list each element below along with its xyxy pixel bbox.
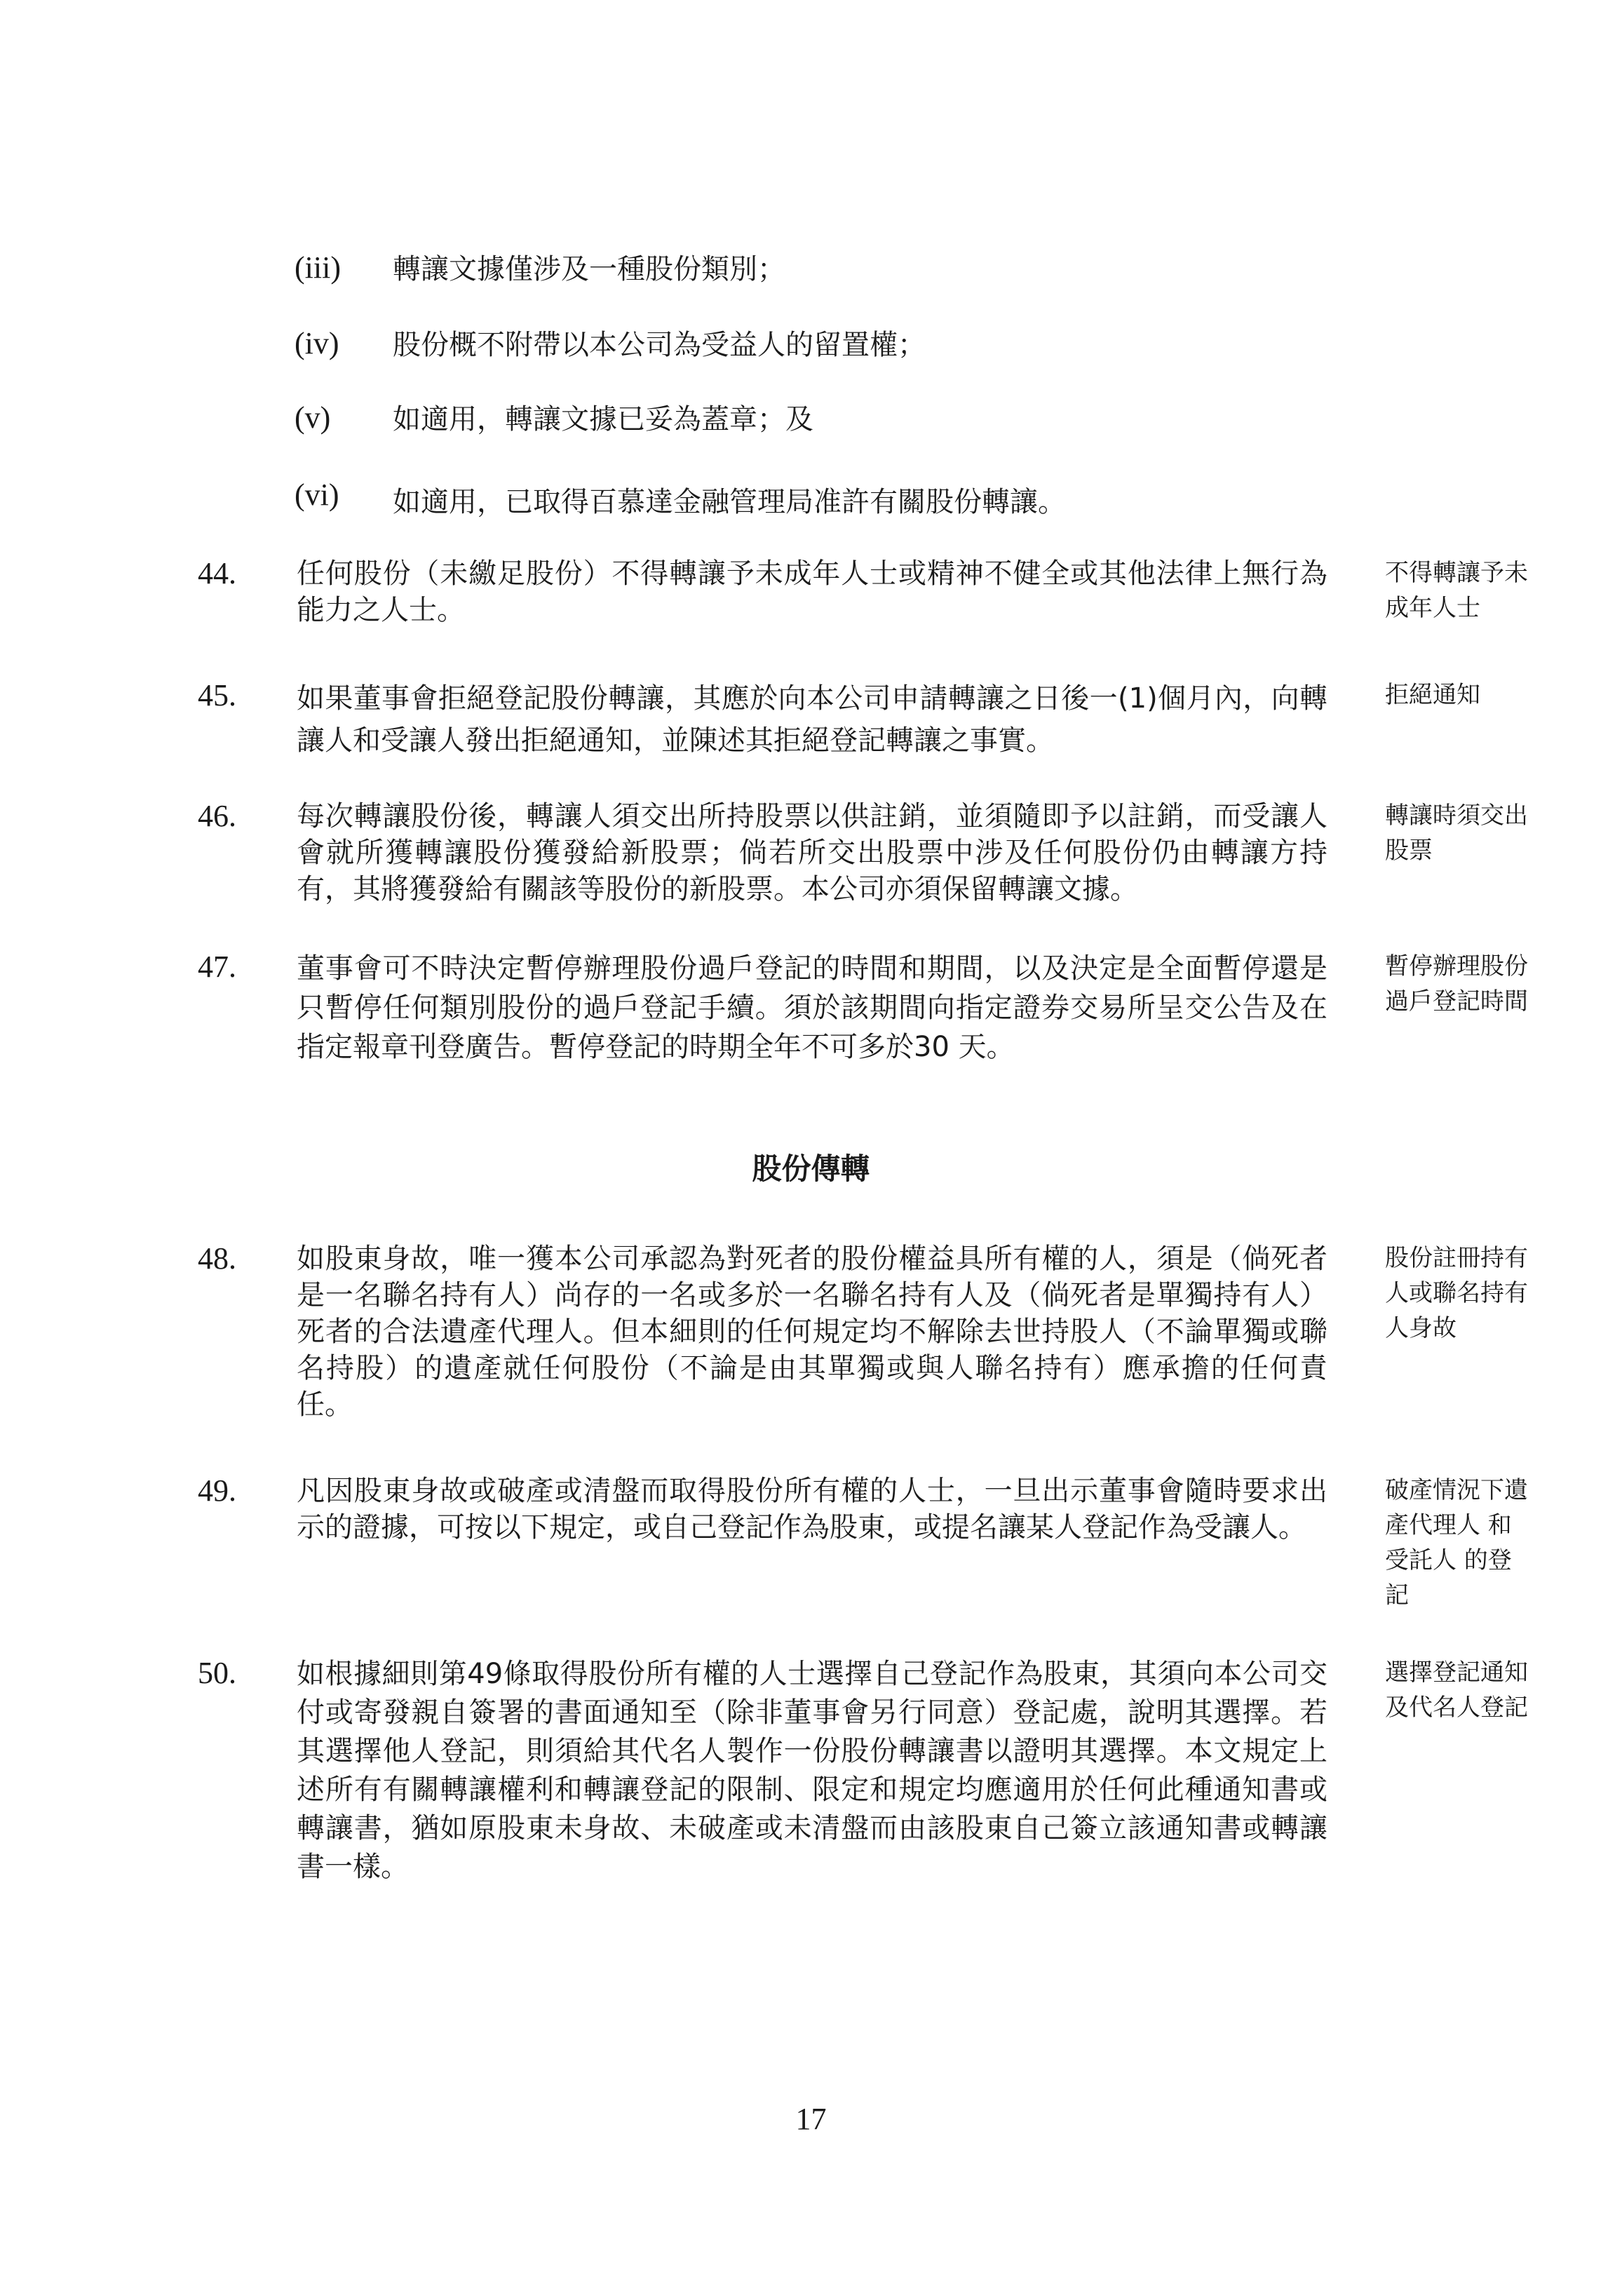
article-side-note: 選擇登記通知及代名人登記 (1385, 1659, 1528, 1722)
article-number: 48. (198, 1241, 236, 1276)
page-number: 17 (795, 2102, 827, 2136)
article-text: 凡因股東身故或破產或清盤而取得股份所有權的人士，一旦出示董事會隨時要求出示的證據，可按以下規定，或自己登記作為股東，或提名讓某人登記作為受讓人。 (297, 1475, 1327, 1544)
sub-item-number: (v) (295, 400, 331, 435)
article-text: 如果董事會拒絕登記股份轉讓，其應於向本公司申請轉讓之日後一(1)個月內，向轉讓人和受讓人發出拒絕通知，並陳述其拒絕登記轉讓之事實。 (297, 682, 1327, 757)
article-text: 每次轉讓股份後，轉讓人須交出所持股票以供註銷，並須隨即予以註銷，而受讓人會就所獲轉讓股份獲發給新股票；倘若所交出股票中涉及任何股份仍由轉讓方持有，其將獲發給有關該等股份的新股票。本公司亦須保留轉讓文據。 (297, 800, 1327, 905)
sub-item-text: 如適用，轉讓文據已妥為蓋章；及 (393, 403, 813, 435)
sub-item-text: 如適用，已取得百慕達金融管理局准許有關股份轉讓。 (393, 486, 1066, 518)
article-text: 董事會可不時決定暫停辦理股份過戶登記的時間和期間，以及決定是全面暫停還是只暫停任何類別股份的過戶登記手續。須於該期間向指定證券交易所呈交公告及在指定報章刊登廣告。暫停登記的時期全年不可多於30 天。 (297, 952, 1327, 1063)
article-number: 45. (198, 678, 236, 713)
sub-item-text: 轉讓文據僅涉及一種股份類別； (393, 253, 785, 285)
article-text: 如股東身故，唯一獲本公司承認為對死者的股份權益具所有權的人，須是（倘死者是一名聯名持有人）尚存的一名或多於一名聯名持有人及（倘死者是單獨持有人）死者的合法遺產代理人。但本細則的任何規定均不解除去世持股人（不論單獨或聯名持股）的遺產就任何股份（不論是由其單獨或與人聯名持有）應承擔的任何責任。 (297, 1243, 1327, 1421)
section-heading: 股份傳轉 (752, 1152, 870, 1186)
article-number: 47. (198, 950, 236, 984)
article-text: 如根據細則第49條取得股份所有權的人士選擇自己登記作為股東，其須向本公司交付或寄發親自簽署的書面通知至（除非董事會另行同意）登記處，說明其選擇。若其選擇他人登記，則須給其代名人製作一份股份轉讓書以證明其選擇。本文規定上述所有有關轉讓權利和轉讓登記的限制、限定和規定均應適用於任何此種通知書或轉讓書，猶如原股東未身故、未破產或未清盤而由該股東自己簽立該通知書或轉讓書一樣。 (297, 1658, 1327, 1883)
article-number: 50. (198, 1656, 236, 1690)
article-side-note: 拒絕通知 (1385, 681, 1480, 709)
article-side-note: 轉讓時須交出股票 (1385, 802, 1528, 865)
sub-item-text: 股份概不附帶以本公司為受益人的留置權； (393, 329, 926, 361)
article-text: 任何股份（未繳足股份）不得轉讓予未成年人士或精神不健全或其他法律上無行為能力之人士。 (297, 558, 1327, 626)
article-number: 44. (198, 556, 236, 590)
sub-item-number: (iv) (295, 326, 339, 360)
sub-item-number: (iii) (295, 250, 341, 285)
article-side-note: 破產情況下遺 產代理人 和受託人 的登記 (1385, 1476, 1528, 1609)
article-side-note: 不得轉讓予未成年人士 (1385, 559, 1528, 622)
article-number: 46. (198, 799, 236, 833)
article-side-note: 股份註冊持有人或聯名持有人身故 (1385, 1244, 1528, 1342)
sub-item-number: (vi) (295, 478, 339, 512)
article-side-note: 暫停辦理股份過戶登記時間 (1385, 952, 1528, 1015)
article-number: 49. (198, 1473, 236, 1508)
